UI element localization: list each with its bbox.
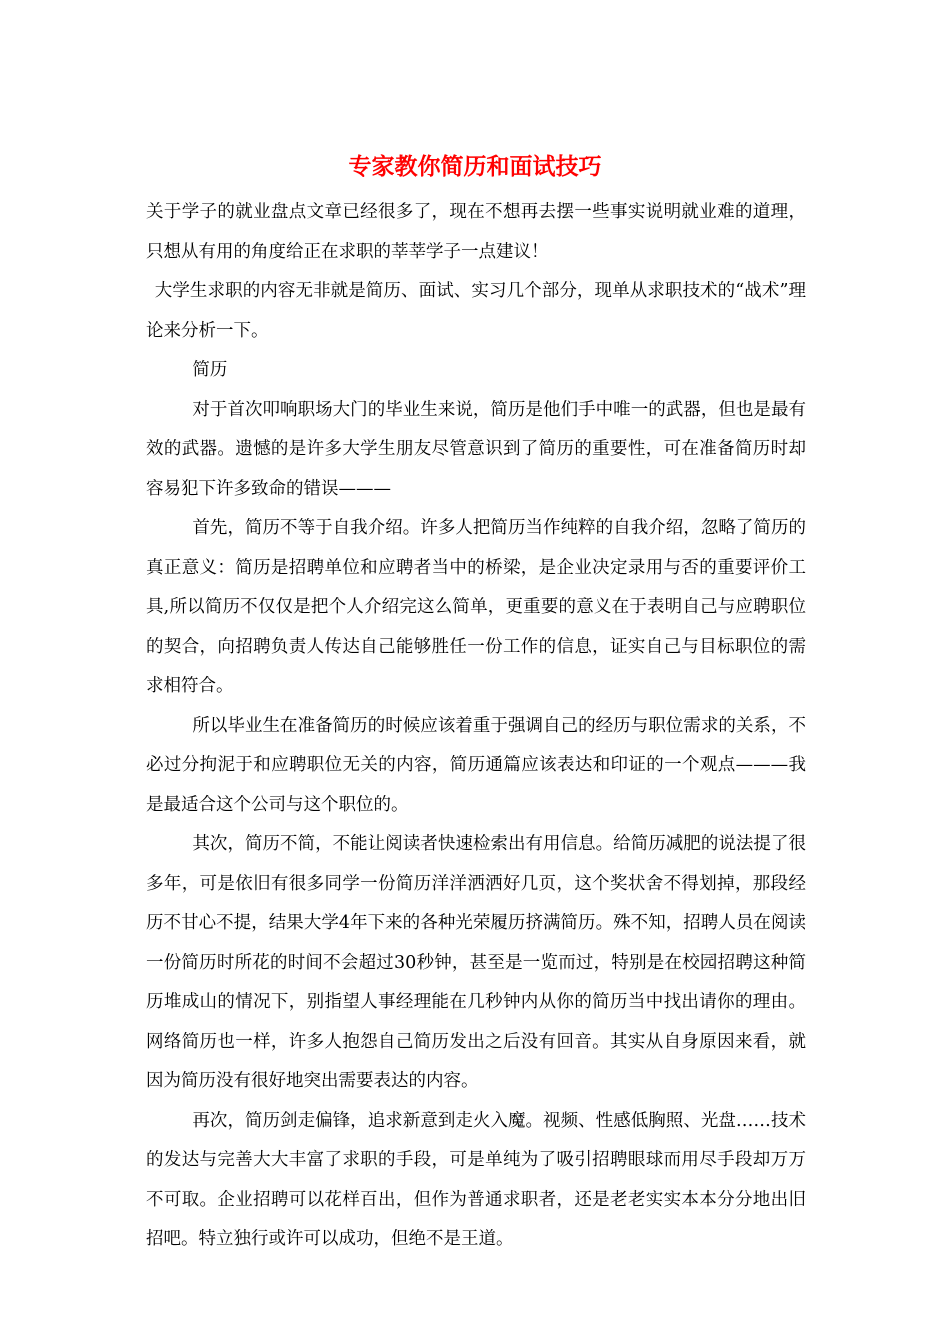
paragraph-intro: 关于学子的就业盘点文章已经很多了，现在不想再去摆一些事实说明就业难的道理，只想从有用的角度给正在求职的莘莘学子一点建议！: [146, 202, 806, 262]
paragraph-resume-weapon: 对于首次叩响职场大门的毕业生来说，简历是他们手中唯一的武器，但也是最有效的武器。遗憾的是许多大学生朋友尽管意识到了简历的重要性，可在准备简历时却容易犯下许多致命的错误———: [146, 399, 806, 499]
paragraph-second-point: 其次，简历不简，不能让阅读者快速检索出有用信息。给简历减肥的说法提了很多年，可是依旧有很多同学一份简历洋洋洒洒好几页，这个奖状舍不得划掉，那段经历不甘心不提，结果大学4年下来的各种光荣履历挤满简历。殊不知，招聘人员在阅读一份简历时所花的时间不会超过30秒钟，甚至是一览而过，特别是在校园招聘这种简历堆成山的情况下，别指望人事经理能在几秒钟内从你的简历当中找出请你的理由。网络简历也一样，许多人抱怨自己简历发出之后没有回音。其实从自身原因来看，就因为简历没有很好地突出需要表达的内容。: [146, 834, 806, 1091]
paragraph-overview: 大学生求职的内容无非就是简历、面试、实习几个部分，现单从求职技术的“战术”理论来分析一下。: [146, 281, 806, 341]
paragraph-first-point: 首先，简历不等于自我介绍。许多人把简历当作纯粹的自我介绍，忽略了简历的真正意义：简历是招聘单位和应聘者当中的桥梁，是企业决定录用与否的重要评价工具,所以简历不仅仅是把个人介绍完这么简单，更重要的意义在于表明自己与应聘职位的契合，向招聘负责人传达自己能够胜任一份工作的信息，证实自己与目标职位的需求相符合。: [146, 518, 806, 696]
section-heading-resume: 简历: [192, 360, 228, 380]
document-body: [146, 193, 806, 1260]
document-title: 专家教你简历和面试技巧: [348, 153, 602, 180]
paragraph-third-point: 再次，简历剑走偏锋，追求新意到走火入魔。视频、性感低胸照、光盘……技术的发达与完善大大丰富了求职的手段，可是单纯为了吸引招聘眼球而用尽手段却万万不可取。企业招聘可以花样百出，但作为普通求职者，还是老老实实本本分分地出旧招吧。特立独行或许可以成功，但绝不是王道。: [146, 1110, 806, 1249]
paragraph-emphasis: 所以毕业生在准备简历的时候应该着重于强调自己的经历与职位需求的关系，不必过分拘泥于和应聘职位无关的内容，简历通篇应该表达和印证的一个观点———我是最适合这个公司与这个职位的。: [146, 715, 806, 815]
